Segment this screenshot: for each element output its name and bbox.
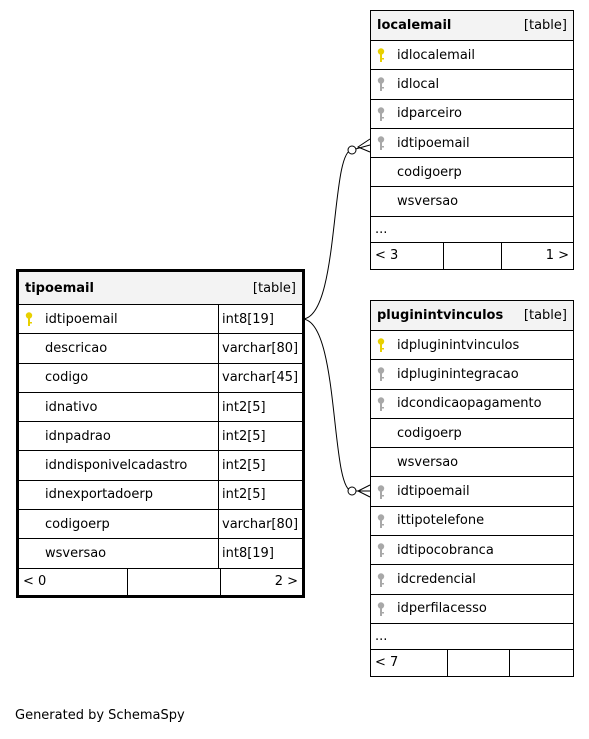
edge-localemail-optional-marker <box>348 146 356 154</box>
column-name-cell <box>371 507 573 535</box>
column-row[interactable] <box>371 595 573 624</box>
column-row[interactable] <box>371 419 573 448</box>
foreign-key-icon <box>377 397 397 411</box>
primary-key-icon <box>377 48 397 62</box>
column-row[interactable] <box>19 510 302 539</box>
column-row[interactable] <box>371 536 573 565</box>
foreign-key-icon <box>377 77 397 91</box>
foreign-key-icon <box>377 107 397 121</box>
column-name-cell <box>371 70 573 98</box>
column-name-cell <box>371 360 573 388</box>
column-name-cell <box>371 100 573 128</box>
table-pluginintvinculos[interactable] <box>370 300 574 677</box>
children-count: 2 > <box>274 574 298 590</box>
table-kind: [table] <box>523 308 567 323</box>
column-name: idtipoemail <box>397 135 470 151</box>
column-name-cell <box>371 477 573 505</box>
foreign-key-icon <box>377 367 397 381</box>
column-row[interactable] <box>19 305 302 334</box>
column-name-cell <box>371 448 573 476</box>
column-type: int2[5] <box>218 422 302 450</box>
column-row[interactable] <box>371 100 573 129</box>
column-row[interactable] <box>19 539 302 568</box>
parents-count: < 3 <box>371 243 444 269</box>
table-kind: [table] <box>523 18 567 33</box>
column-name: idcondicaopagamento <box>397 396 542 412</box>
table-header <box>371 301 573 331</box>
footer-spacer <box>448 650 510 676</box>
table-kind: [table] <box>252 280 296 296</box>
column-row[interactable] <box>19 364 302 393</box>
parents-count: < 7 <box>371 650 448 676</box>
column-row[interactable] <box>19 422 302 451</box>
column-row[interactable] <box>371 158 573 187</box>
table-header <box>371 11 573 41</box>
edge-pluginintvinculos-optional-marker <box>348 487 356 495</box>
column-name: codigoerp <box>397 425 462 441</box>
column-name: idnativo <box>45 399 98 415</box>
footer-spacer <box>128 569 221 595</box>
column-name-cell <box>371 595 573 623</box>
table-name[interactable]: localemail <box>377 18 452 33</box>
column-row[interactable] <box>371 129 573 158</box>
column-row[interactable] <box>19 393 302 422</box>
column-name: idpluginintegracao <box>397 366 519 382</box>
column-name: codigoerp <box>397 164 462 180</box>
column-type: int8[19] <box>218 539 302 567</box>
column-row[interactable] <box>371 331 573 360</box>
primary-key-icon <box>377 338 397 352</box>
column-name-cell <box>371 419 573 447</box>
primary-key-icon <box>25 312 45 326</box>
column-row[interactable] <box>371 41 573 70</box>
foreign-key-icon <box>377 602 397 616</box>
column-row[interactable] <box>371 565 573 594</box>
column-type: varchar[80] <box>218 510 302 538</box>
column-name-cell <box>19 422 218 450</box>
generated-by-credit: Generated by SchemaSpy <box>15 708 185 723</box>
column-row[interactable] <box>371 187 573 216</box>
column-name: idtipoemail <box>45 311 118 327</box>
column-name: idcredencial <box>397 572 476 588</box>
column-name: idnexportadoerp <box>45 487 153 503</box>
column-row[interactable] <box>371 507 573 536</box>
column-type: int2[5] <box>218 393 302 421</box>
edge-localemail-tipoemail <box>302 145 370 319</box>
table-footer <box>371 650 573 676</box>
column-row[interactable] <box>371 448 573 477</box>
column-name: idpluginintvinculos <box>397 337 520 353</box>
column-row[interactable] <box>19 451 302 480</box>
more-columns-ellipsis: ... <box>371 217 573 243</box>
column-name: idlocal <box>397 76 440 92</box>
foreign-key-icon <box>377 573 397 587</box>
column-name-cell <box>19 451 218 479</box>
foreign-key-icon <box>377 136 397 150</box>
foreign-key-icon <box>377 514 397 528</box>
column-name: idtipocobranca <box>397 542 494 558</box>
column-name: idparceiro <box>397 106 462 122</box>
table-tipoemail[interactable] <box>16 269 305 598</box>
column-name-cell <box>19 334 218 362</box>
column-row[interactable] <box>371 477 573 506</box>
column-name: idlocalemail <box>397 47 476 63</box>
column-type: varchar[45] <box>218 364 302 392</box>
table-name[interactable]: pluginintvinculos <box>377 308 504 323</box>
column-name: wsversao <box>45 546 107 562</box>
column-name-cell <box>19 539 218 567</box>
column-name: idnpadrao <box>45 428 111 444</box>
column-name-cell <box>371 565 573 593</box>
edge-pluginintvinculos-tipoemail <box>302 319 370 491</box>
foreign-key-icon <box>377 485 397 499</box>
table-localemail[interactable] <box>370 10 574 270</box>
column-name-cell <box>371 41 573 69</box>
column-type: varchar[80] <box>218 334 302 362</box>
column-name: codigo <box>45 370 89 386</box>
column-name-cell <box>371 331 573 359</box>
column-name: idperfilacesso <box>397 601 487 617</box>
foreign-key-icon <box>377 543 397 557</box>
children-count <box>510 650 573 676</box>
column-name: codigoerp <box>45 516 110 532</box>
column-name-cell <box>371 390 573 418</box>
column-type: int2[5] <box>218 481 302 509</box>
column-name: ittipotelefone <box>397 513 485 529</box>
table-footer <box>371 243 573 269</box>
column-name: idndisponivelcadastro <box>45 458 188 474</box>
column-row[interactable] <box>371 390 573 419</box>
column-name: wsversao <box>397 454 459 470</box>
column-name-cell <box>371 158 573 186</box>
column-name: idtipoemail <box>397 484 470 500</box>
column-row[interactable] <box>19 334 302 363</box>
column-name-cell <box>371 187 573 215</box>
table-header <box>19 272 302 305</box>
column-name-cell <box>19 481 218 509</box>
table-footer <box>19 569 302 595</box>
column-type: int8[19] <box>218 305 302 333</box>
column-name-cell <box>19 510 218 538</box>
table-name[interactable]: tipoemail <box>25 280 94 296</box>
column-name-cell <box>19 305 218 333</box>
column-name-cell <box>371 536 573 564</box>
footer-spacer <box>444 243 502 269</box>
column-type: int2[5] <box>218 451 302 479</box>
children-count: 1 > <box>545 248 569 264</box>
more-columns-ellipsis: ... <box>371 624 573 650</box>
column-name: wsversao <box>397 194 459 210</box>
column-name-cell <box>19 364 218 392</box>
column-name: descricao <box>45 340 108 356</box>
column-row[interactable] <box>371 70 573 99</box>
column-row[interactable] <box>371 360 573 389</box>
column-row[interactable] <box>19 481 302 510</box>
parents-count: < 0 <box>19 569 128 595</box>
column-name-cell <box>371 129 573 157</box>
column-name-cell <box>19 393 218 421</box>
